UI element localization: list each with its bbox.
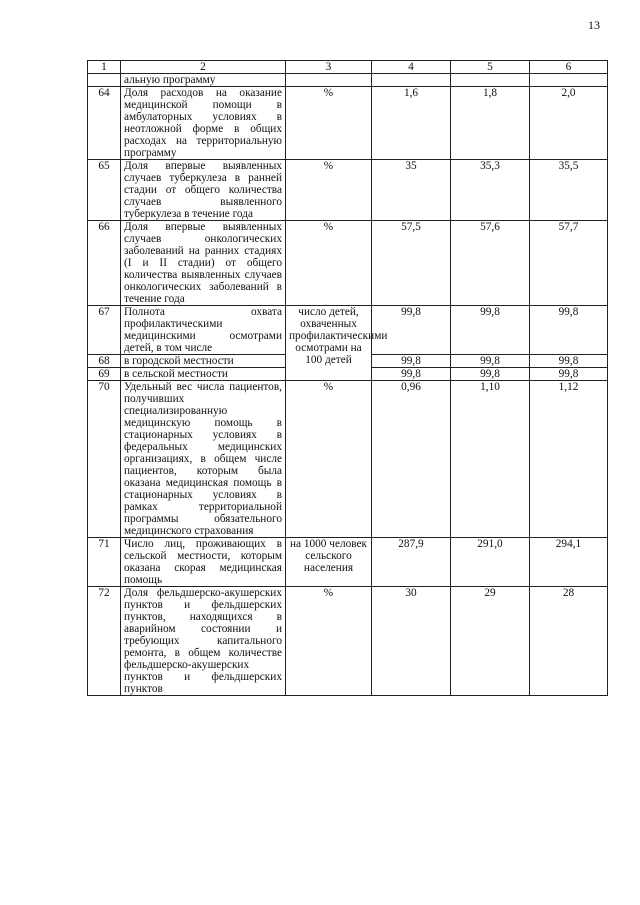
value-col-5	[451, 74, 530, 87]
unit-of-measure: %	[286, 87, 372, 160]
row-number: 66	[88, 221, 121, 306]
value-col-4: 1,6	[372, 87, 451, 160]
indicators-table	[87, 60, 608, 696]
table-row	[88, 221, 608, 306]
indicator-name: Доля фельдшерско-акушерских пунктов и фельдшерских пунктов, находящихся в аварийном состоянии и требующих капитального ремонта, в общем количестве фельдшерско-акушерских пунктов и фельдшерских пунктов	[121, 587, 286, 696]
unit-of-measure: %	[286, 160, 372, 221]
table-row	[88, 381, 608, 538]
value-col-5: 29	[451, 587, 530, 696]
table-row	[88, 87, 608, 160]
row-number: 64	[88, 87, 121, 160]
column-header: 2	[121, 61, 286, 74]
unit-of-measure: число детей, охваченных профилактическими осмотрами на 100 детей	[286, 306, 372, 381]
value-col-6: 2,0	[530, 87, 608, 160]
indicator-name: в сельской местности	[121, 368, 286, 381]
unit-of-measure: %	[286, 587, 372, 696]
column-header: 1	[88, 61, 121, 74]
unit-of-measure: %	[286, 221, 372, 306]
row-number: 67	[88, 306, 121, 355]
value-col-4: 0,96	[372, 381, 451, 538]
column-header: 6	[530, 61, 608, 74]
row-number: 72	[88, 587, 121, 696]
page-number: 13	[588, 18, 600, 32]
table-row	[88, 587, 608, 696]
row-number: 71	[88, 538, 121, 587]
value-col-6: 294,1	[530, 538, 608, 587]
value-col-4: 99,8	[372, 355, 451, 368]
unit-of-measure: %	[286, 381, 372, 538]
indicator-name: Полнота охвата профилактическими медицинскими осмотрами детей, в том числе	[121, 306, 286, 355]
table-row	[88, 160, 608, 221]
value-col-6: 99,8	[530, 306, 608, 355]
value-col-4: 99,8	[372, 368, 451, 381]
column-header: 4	[372, 61, 451, 74]
value-col-5: 57,6	[451, 221, 530, 306]
indicator-name: Число лиц, проживающих в сельской местности, которым оказана скорая медицинская помощь	[121, 538, 286, 587]
value-col-6: 28	[530, 587, 608, 696]
indicator-name: Удельный вес числа пациентов, получивших специализированную медицинскую помощь в стационарных условиях в федеральных медицинских организациях, в общем числе пациентов, которым была оказана медицинская помощь в стационарных условиях в рамках территориальной программы обязательного медицинского страхования	[121, 381, 286, 538]
column-header: 3	[286, 61, 372, 74]
row-number: 68	[88, 355, 121, 368]
value-col-4: 30	[372, 587, 451, 696]
value-col-4	[372, 74, 451, 87]
row-number: 65	[88, 160, 121, 221]
value-col-4: 99,8	[372, 306, 451, 355]
table-header-row	[88, 61, 608, 74]
value-col-5: 1,10	[451, 381, 530, 538]
indicator-name: Доля впервые выявленных случаев туберкулеза в ранней стадии от общего количества случаев выявленного туберкулеза в течение года	[121, 160, 286, 221]
value-col-5: 1,8	[451, 87, 530, 160]
table-row	[88, 306, 608, 355]
value-col-5: 99,8	[451, 355, 530, 368]
value-col-5: 291,0	[451, 538, 530, 587]
table-row	[88, 538, 608, 587]
row-number: 70	[88, 381, 121, 538]
value-col-6: 1,12	[530, 381, 608, 538]
value-col-4: 287,9	[372, 538, 451, 587]
indicator-name: Доля впервые выявленных случаев онкологических заболеваний на ранних стадиях (I и II стадии) от общего количества выявленных случаев онкологических заболеваний в течение года	[121, 221, 286, 306]
value-col-6: 99,8	[530, 355, 608, 368]
value-col-4: 57,5	[372, 221, 451, 306]
unit-of-measure	[286, 74, 372, 87]
value-col-6: 35,5	[530, 160, 608, 221]
value-col-6: 57,7	[530, 221, 608, 306]
column-header: 5	[451, 61, 530, 74]
indicator-name: в городской местности	[121, 355, 286, 368]
row-number	[88, 74, 121, 87]
unit-of-measure: на 1000 человек сельского населения	[286, 538, 372, 587]
indicator-name: альную программу	[121, 74, 286, 87]
value-col-4: 35	[372, 160, 451, 221]
row-number: 69	[88, 368, 121, 381]
value-col-6: 99,8	[530, 368, 608, 381]
table-row	[88, 74, 608, 87]
value-col-6	[530, 74, 608, 87]
value-col-5: 99,8	[451, 368, 530, 381]
indicator-name: Доля расходов на оказание медицинской помощи в амбулаторных условиях в неотложной форме в общих расходах на территориальную программу	[121, 87, 286, 160]
value-col-5: 99,8	[451, 306, 530, 355]
value-col-5: 35,3	[451, 160, 530, 221]
